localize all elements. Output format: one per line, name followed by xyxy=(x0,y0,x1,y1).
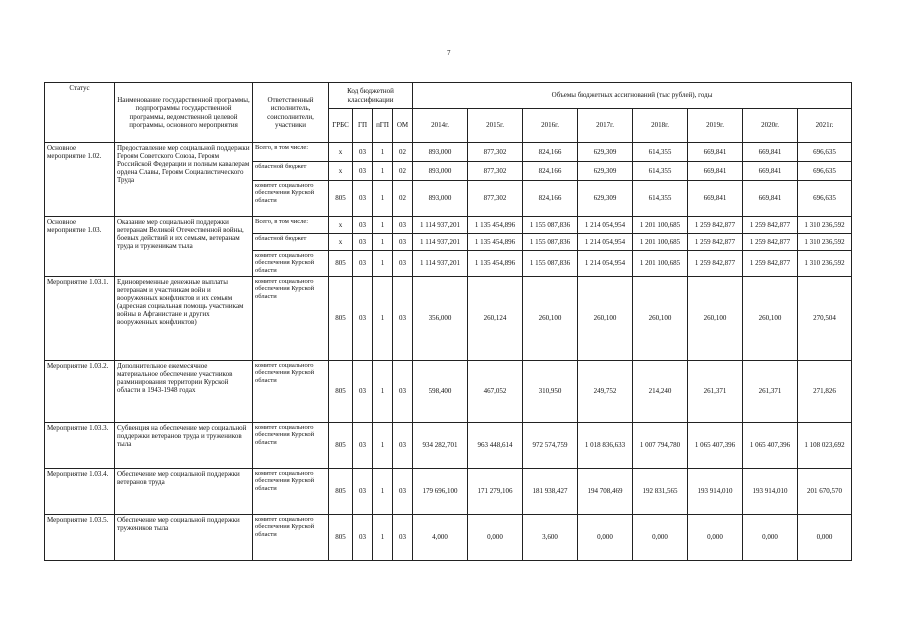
value-cell: 893,000 xyxy=(413,162,468,181)
value-cell: 260,100 xyxy=(523,277,578,361)
value-cell: 1 201 100,685 xyxy=(633,217,688,234)
value-cell: 260,100 xyxy=(688,277,743,361)
name-cell: Оказание мер социальной поддержки ветеранам Великой Отечественной войны, боевых действий и их семьям, ветеранам труда и труженикам тыла xyxy=(115,217,253,277)
value-cell: 1 259 842,877 xyxy=(688,251,743,277)
value-cell: 1 214 054,954 xyxy=(578,251,633,277)
value-cell: 193 914,010 xyxy=(688,469,743,515)
executor-cell: комитет социального обеспечения Курской области xyxy=(253,515,329,561)
table-body xyxy=(45,143,852,561)
value-cell: 1 310 236,592 xyxy=(798,217,852,234)
table-row xyxy=(45,143,852,162)
value-cell: 893,000 xyxy=(413,143,468,162)
header-year: 2015г. xyxy=(468,109,523,143)
om-cell: 02 xyxy=(393,181,413,217)
value-cell: 1 214 054,954 xyxy=(578,234,633,251)
value-cell: 214,240 xyxy=(633,361,688,423)
value-cell: 893,000 xyxy=(413,181,468,217)
om-cell: 03 xyxy=(393,234,413,251)
value-cell: 261,371 xyxy=(688,361,743,423)
value-cell: 1 114 937,201 xyxy=(413,234,468,251)
grbs-cell: 805 xyxy=(329,423,353,469)
status-cell: Основное мероприятие 1.02. xyxy=(45,143,115,217)
gp-cell: 03 xyxy=(353,423,373,469)
header-year: 2016г. xyxy=(523,109,578,143)
value-cell: 171 279,106 xyxy=(468,469,523,515)
budget-table xyxy=(44,82,852,561)
value-cell: 877,302 xyxy=(468,162,523,181)
value-cell: 356,000 xyxy=(413,277,468,361)
om-cell: 03 xyxy=(393,217,413,234)
grbs-cell: x xyxy=(329,143,353,162)
page-number: 7 xyxy=(447,49,451,57)
value-cell: 614,355 xyxy=(633,181,688,217)
value-cell: 1 065 407,396 xyxy=(688,423,743,469)
om-cell: 02 xyxy=(393,162,413,181)
status-cell: Мероприятие 1.03.1. xyxy=(45,277,115,361)
value-cell: 696,635 xyxy=(798,143,852,162)
value-cell: 181 938,427 xyxy=(523,469,578,515)
header-year: 2018г. xyxy=(633,109,688,143)
header-name: Наименование государственной программы, подпрограммы государственной программы, ведомственной целевой программы, основного мероприятия xyxy=(115,83,253,143)
executor-cell: комитет социального обеспечения Курской области xyxy=(253,423,329,469)
om-cell: 02 xyxy=(393,143,413,162)
value-cell: 1 108 023,692 xyxy=(798,423,852,469)
value-cell: 1 135 454,896 xyxy=(468,234,523,251)
gp-cell: 03 xyxy=(353,217,373,234)
status-cell: Мероприятие 1.03.5. xyxy=(45,515,115,561)
value-cell: 1 018 836,633 xyxy=(578,423,633,469)
header-year: 2019г. xyxy=(688,109,743,143)
pgp-cell: 1 xyxy=(373,217,393,234)
value-cell: 0,000 xyxy=(798,515,852,561)
gp-cell: 03 xyxy=(353,515,373,561)
value-cell: 260,124 xyxy=(468,277,523,361)
header-year: 2017г. xyxy=(578,109,633,143)
om-cell: 03 xyxy=(393,469,413,515)
grbs-cell: 805 xyxy=(329,251,353,277)
value-cell: 963 448,614 xyxy=(468,423,523,469)
value-cell: 877,302 xyxy=(468,181,523,217)
value-cell: 193 914,010 xyxy=(743,469,798,515)
value-cell: 669,841 xyxy=(688,162,743,181)
grbs-cell: 805 xyxy=(329,277,353,361)
name-cell: Дополнительное ежемесячное материальное обеспечение участников разминирования территории Курской области в 1943-1948 годах xyxy=(115,361,253,423)
table-row xyxy=(45,361,852,423)
value-cell: 1 259 842,877 xyxy=(688,234,743,251)
grbs-cell: x xyxy=(329,217,353,234)
gp-cell: 03 xyxy=(353,251,373,277)
status-cell: Основное мероприятие 1.03. xyxy=(45,217,115,277)
value-cell: 1 007 794,780 xyxy=(633,423,688,469)
value-cell: 1 135 454,896 xyxy=(468,217,523,234)
value-cell: 260,100 xyxy=(633,277,688,361)
value-cell: 629,309 xyxy=(578,181,633,217)
value-cell: 669,841 xyxy=(743,181,798,217)
gp-cell: 03 xyxy=(353,469,373,515)
status-cell: Мероприятие 1.03.2. xyxy=(45,361,115,423)
pgp-cell: 1 xyxy=(373,469,393,515)
pgp-cell: 1 xyxy=(373,181,393,217)
value-cell: 249,752 xyxy=(578,361,633,423)
header-om: ОМ xyxy=(393,109,413,143)
value-cell: 614,355 xyxy=(633,162,688,181)
value-cell: 614,355 xyxy=(633,143,688,162)
value-cell: 669,841 xyxy=(743,143,798,162)
om-cell: 03 xyxy=(393,361,413,423)
table-row xyxy=(45,515,852,561)
header-year: 2020г. xyxy=(743,109,798,143)
gp-cell: 03 xyxy=(353,143,373,162)
value-cell: 1 259 842,877 xyxy=(688,217,743,234)
executor-cell: комитет социального обеспечения Курской области xyxy=(253,251,329,277)
value-cell: 201 670,570 xyxy=(798,469,852,515)
value-cell: 824,166 xyxy=(523,162,578,181)
header-year: 2014г. xyxy=(413,109,468,143)
name-cell: Обеспечение мер социальной поддержки ветеранов труда xyxy=(115,469,253,515)
grbs-cell: 805 xyxy=(329,515,353,561)
table-row xyxy=(45,277,852,361)
table-row xyxy=(45,217,852,234)
name-cell: Предоставление мер социальной поддержки Героям Советского Союза, Героям Российской Федерации и полным кавалерам ордена Славы, Героям Социалистического Труда xyxy=(115,143,253,217)
om-cell: 03 xyxy=(393,423,413,469)
value-cell: 824,166 xyxy=(523,181,578,217)
executor-cell: комитет социального обеспечения Курской области xyxy=(253,277,329,361)
header-pgp: пГП xyxy=(373,109,393,143)
header-volumes: Объемы бюджетных ассигнований (тыс рублей), годы xyxy=(413,83,852,109)
gp-cell: 03 xyxy=(353,277,373,361)
om-cell: 03 xyxy=(393,515,413,561)
value-cell: 1 201 100,685 xyxy=(633,234,688,251)
value-cell: 1 065 407,396 xyxy=(743,423,798,469)
value-cell: 1 135 454,896 xyxy=(468,251,523,277)
value-cell: 3,600 xyxy=(523,515,578,561)
header-gp: ГП xyxy=(353,109,373,143)
header-year: 2021г. xyxy=(798,109,852,143)
value-cell: 598,400 xyxy=(413,361,468,423)
table-row xyxy=(45,423,852,469)
value-cell: 1 259 842,877 xyxy=(743,217,798,234)
value-cell: 972 574,759 xyxy=(523,423,578,469)
value-cell: 194 708,469 xyxy=(578,469,633,515)
pgp-cell: 1 xyxy=(373,162,393,181)
value-cell: 1 310 236,592 xyxy=(798,234,852,251)
executor-cell: Всего, в том числе: xyxy=(253,217,329,234)
pgp-cell: 1 xyxy=(373,361,393,423)
value-cell: 261,371 xyxy=(743,361,798,423)
value-cell: 1 259 842,877 xyxy=(743,234,798,251)
pgp-cell: 1 xyxy=(373,277,393,361)
pgp-cell: 1 xyxy=(373,423,393,469)
value-cell: 1 114 937,201 xyxy=(413,217,468,234)
value-cell: 629,309 xyxy=(578,143,633,162)
value-cell: 824,166 xyxy=(523,143,578,162)
value-cell: 669,841 xyxy=(688,181,743,217)
executor-cell: Всего, в том числе: xyxy=(253,143,329,162)
om-cell: 03 xyxy=(393,277,413,361)
value-cell: 310,950 xyxy=(523,361,578,423)
om-cell: 03 xyxy=(393,251,413,277)
value-cell: 179 696,100 xyxy=(413,469,468,515)
value-cell: 1 259 842,877 xyxy=(743,251,798,277)
value-cell: 1 155 087,836 xyxy=(523,217,578,234)
executor-cell: комитет социального обеспечения Курской области xyxy=(253,361,329,423)
name-cell: Обеспечение мер социальной поддержки тружеников тыла xyxy=(115,515,253,561)
header-grbs: ГРБС xyxy=(329,109,353,143)
header-code-group: Код бюджетной классификации xyxy=(329,83,413,109)
pgp-cell: 1 xyxy=(373,143,393,162)
value-cell: 467,052 xyxy=(468,361,523,423)
value-cell: 1 214 054,954 xyxy=(578,217,633,234)
value-cell: 260,100 xyxy=(578,277,633,361)
executor-cell: комитет социального обеспечения Курской области xyxy=(253,181,329,217)
pgp-cell: 1 xyxy=(373,234,393,251)
value-cell: 1 155 087,836 xyxy=(523,251,578,277)
header-status: Статус xyxy=(45,83,115,143)
table-row xyxy=(45,469,852,515)
value-cell: 0,000 xyxy=(578,515,633,561)
gp-cell: 03 xyxy=(353,162,373,181)
executor-cell: областной бюджет xyxy=(253,162,329,181)
gp-cell: 03 xyxy=(353,361,373,423)
value-cell: 4,000 xyxy=(413,515,468,561)
name-cell: Единовременные денежные выплаты ветеранам и участникам войн и вооруженных конфликтов и их семьям (адресная социальная помощь участникам войны в Афганистане и других вооруженных конфликтов) xyxy=(115,277,253,361)
grbs-cell: 805 xyxy=(329,181,353,217)
value-cell: 0,000 xyxy=(633,515,688,561)
value-cell: 1 201 100,685 xyxy=(633,251,688,277)
value-cell: 669,841 xyxy=(743,162,798,181)
value-cell: 1 114 937,201 xyxy=(413,251,468,277)
value-cell: 877,302 xyxy=(468,143,523,162)
value-cell: 260,100 xyxy=(743,277,798,361)
executor-cell: областной бюджет xyxy=(253,234,329,251)
name-cell: Субвенция на обеспечение мер социальной поддержки ветеранов труда и тружеников тыла xyxy=(115,423,253,469)
gp-cell: 03 xyxy=(353,234,373,251)
value-cell: 0,000 xyxy=(688,515,743,561)
value-cell: 0,000 xyxy=(743,515,798,561)
gp-cell: 03 xyxy=(353,181,373,217)
grbs-cell: 805 xyxy=(329,361,353,423)
value-cell: 934 282,701 xyxy=(413,423,468,469)
value-cell: 0,000 xyxy=(468,515,523,561)
table-header xyxy=(45,83,852,143)
value-cell: 192 831,565 xyxy=(633,469,688,515)
grbs-cell: x xyxy=(329,234,353,251)
pgp-cell: 1 xyxy=(373,515,393,561)
pgp-cell: 1 xyxy=(373,251,393,277)
value-cell: 271,826 xyxy=(798,361,852,423)
value-cell: 629,309 xyxy=(578,162,633,181)
value-cell: 1 155 087,836 xyxy=(523,234,578,251)
value-cell: 270,504 xyxy=(798,277,852,361)
value-cell: 696,635 xyxy=(798,181,852,217)
grbs-cell: x xyxy=(329,162,353,181)
grbs-cell: 805 xyxy=(329,469,353,515)
value-cell: 669,841 xyxy=(688,143,743,162)
header-executor: Ответственный исполнитель, соисполнители, участники xyxy=(253,83,329,143)
value-cell: 696,635 xyxy=(798,162,852,181)
status-cell: Мероприятие 1.03.4. xyxy=(45,469,115,515)
executor-cell: комитет социального обеспечения Курской области xyxy=(253,469,329,515)
value-cell: 1 310 236,592 xyxy=(798,251,852,277)
status-cell: Мероприятие 1.03.3. xyxy=(45,423,115,469)
